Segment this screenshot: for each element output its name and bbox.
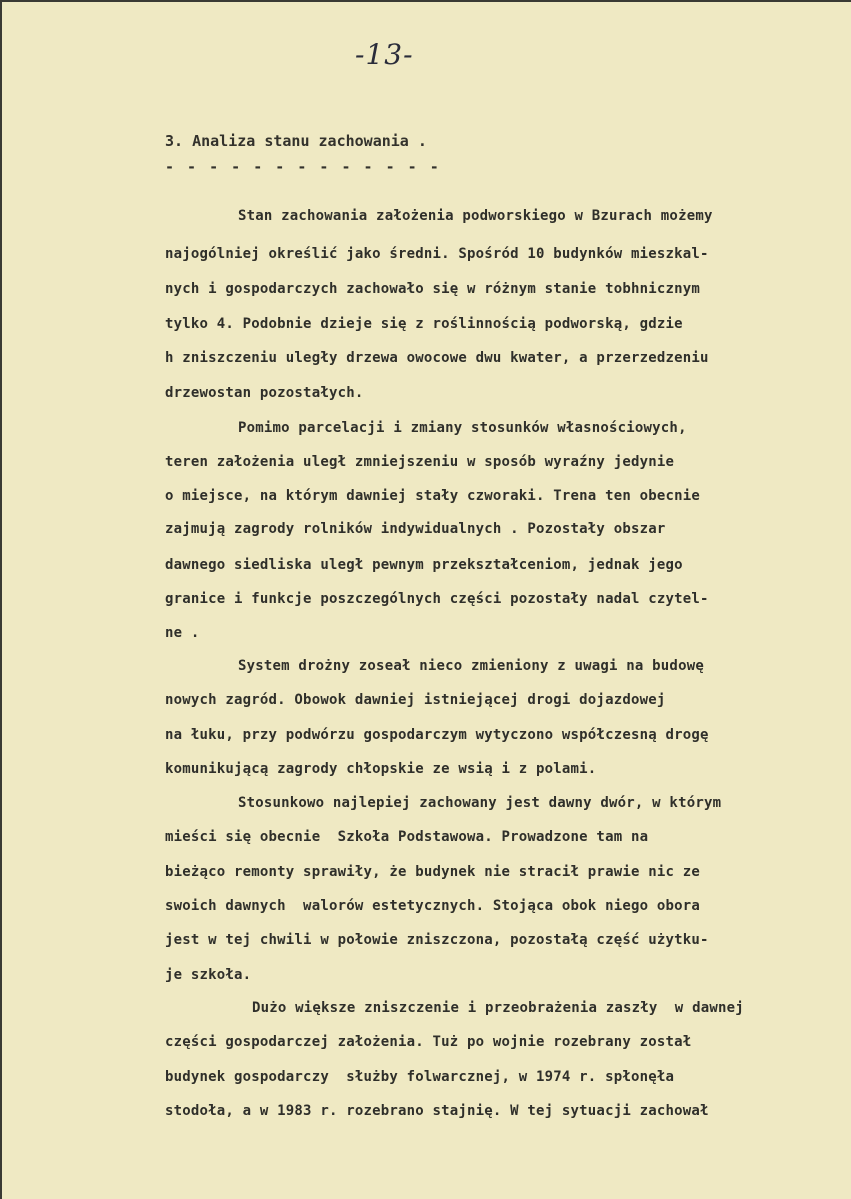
text-line: stodoła, a w 1983 r. rozebrano stajnię. W tej sytuacji zachował — [165, 1103, 709, 1119]
text-line: o miejsce, na którym dawniej stały czworaki. Trena ten obecnie — [165, 488, 700, 504]
text-line: Stan zachowania założenia podworskiego w Bzurach możemy — [238, 208, 713, 224]
text-line: Dużo większe zniszczenie i przeobrażenia zaszły w dawnej — [252, 1000, 744, 1016]
text-line: budynek gospodarczy służby folwarcznej, w 1974 r. spłonęła — [165, 1069, 675, 1085]
heading-underline: - - - - - - - - - - - - - — [165, 158, 441, 176]
page-number: -13- — [355, 38, 414, 71]
text-line: tylko 4. Podobnie dzieje się z roślinnością podworską, gdzie — [165, 316, 683, 332]
text-line: nowych zagród. Obowok dawniej istniejącej drogi dojazdowej — [165, 692, 666, 708]
text-line: Pomimo parcelacji i zmiany stosunków własnościowych, — [238, 420, 687, 436]
text-line: je szkoła. — [165, 967, 252, 983]
text-line: ne . — [165, 625, 200, 641]
text-line: System drożny zoseał nieco zmieniony z uwagi na budowę — [238, 658, 704, 674]
text-line: nych i gospodarczych zachowało się w różnym stanie tobhnicznym — [165, 281, 700, 297]
text-line: swoich dawnych walorów estetycznych. Stojąca obok niego obora — [165, 898, 700, 914]
text-line: mieści się obecnie Szkoła Podstawowa. Prowadzone tam na — [165, 829, 649, 845]
text-line: części gospodarczej założenia. Tuż po wojnie rozebrany został — [165, 1034, 692, 1050]
text-line: bieżąco remonty sprawiły, że budynek nie stracił prawie nic ze — [165, 864, 700, 880]
text-line: jest w tej chwili w połowie zniszczona, pozostałą część użytku- — [165, 932, 709, 948]
text-line: najogólniej określić jako średni. Spośród 10 budynków mieszkal- — [165, 246, 709, 262]
text-line: dawnego siedliska uległ pewnym przekształceniom, jednak jego — [165, 557, 683, 573]
text-line: teren założenia uległ zmniejszeniu w sposób wyraźny jedynie — [165, 454, 675, 470]
text-line: Stosunkowo najlepiej zachowany jest dawny dwór, w którym — [238, 795, 722, 811]
text-line: na łuku, przy podwórzu gospodarczym wytyczono współczesną drogę — [165, 727, 709, 743]
section-heading: 3. Analiza stanu zachowania . — [165, 132, 427, 150]
text-line: drzewostan pozostałych. — [165, 385, 364, 401]
text-line: granice i funkcje poszczególnych części pozostały nadal czytel- — [165, 591, 709, 607]
text-line: h zniszczeniu uległy drzewa owocowe dwu kwater, a przerzedzeniu — [165, 350, 709, 366]
text-line: komunikującą zagrody chłopskie ze wsią i z polami. — [165, 761, 597, 777]
text-line: zajmują zagrody rolników indywidualnych . Pozostały obszar — [165, 521, 666, 537]
